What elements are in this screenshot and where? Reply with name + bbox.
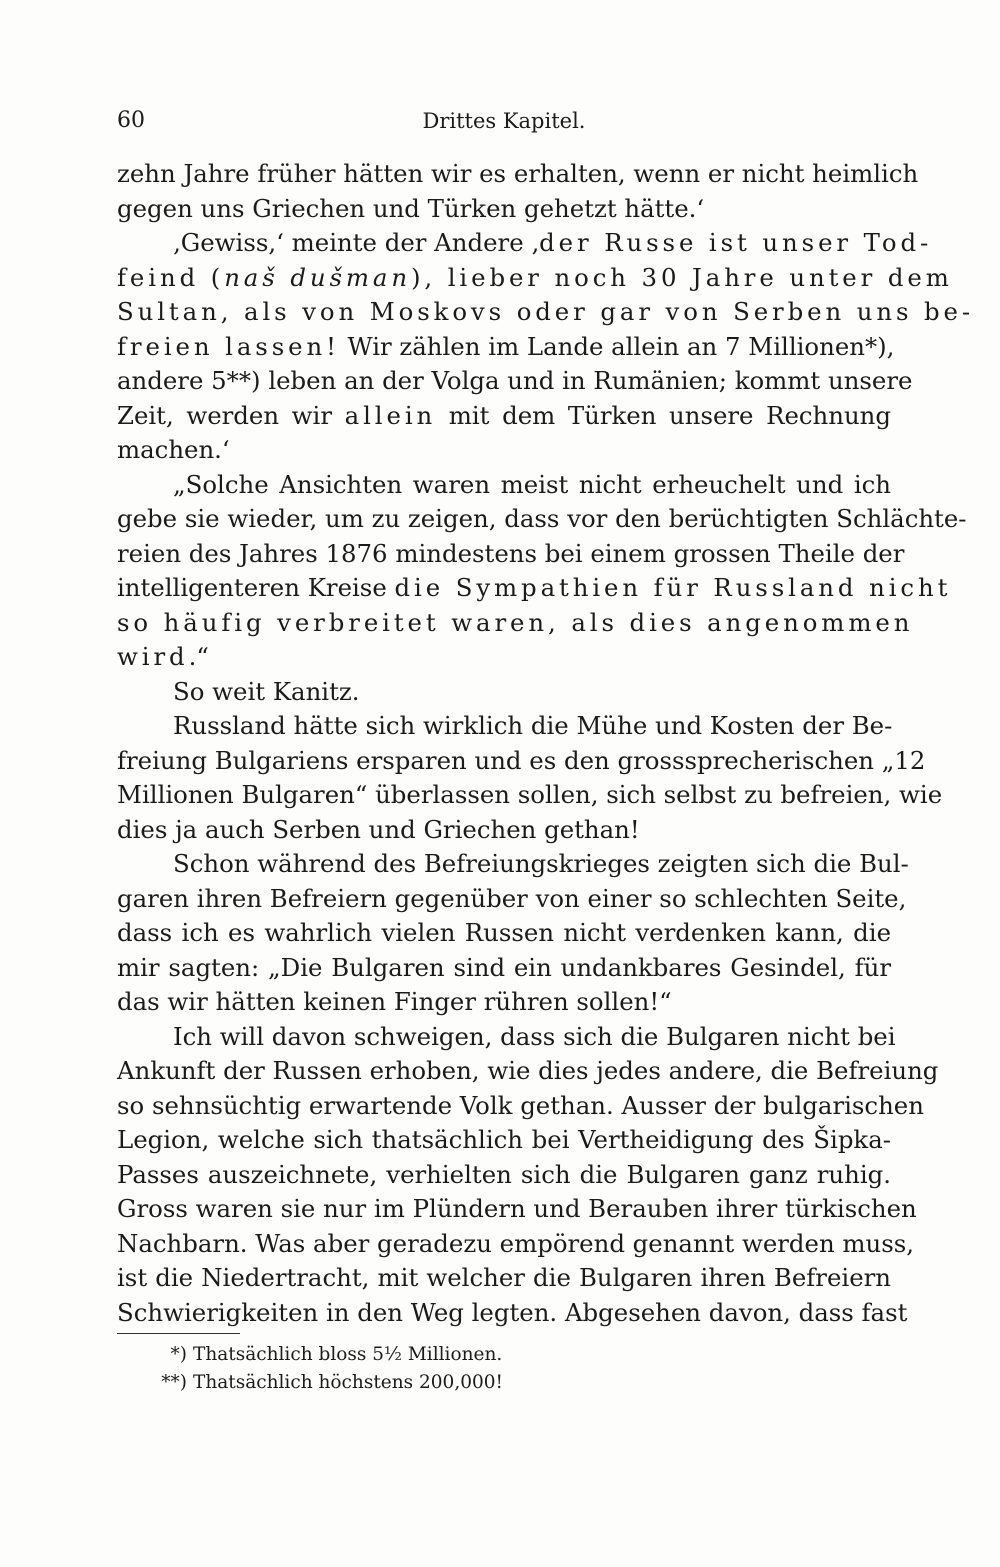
text-line: Sultan, als von Moskovs oder gar von Serben uns be- bbox=[117, 297, 975, 326]
footnote-mark: *) bbox=[170, 1344, 187, 1365]
text-line: gebe sie wieder, um zu zeigen, dass vor den berüchtigten Schlächte- bbox=[117, 504, 967, 533]
text-run: .“ bbox=[188, 642, 209, 671]
text-line: Russland hätte sich wirklich die Mühe und Kosten der Be- bbox=[173, 711, 893, 740]
paragraph-4 bbox=[117, 675, 891, 710]
text-line: reien des Jahres 1876 mindestens bei einem grossen Theile der bbox=[117, 538, 905, 568]
text-line: so sehnsüchtig erwartende Volk gethan. Ausser der bulgarischen bbox=[117, 1090, 924, 1120]
text-line: Ich will davon schweigen, dass sich die Bulgaren nicht bei bbox=[173, 1021, 896, 1051]
footnote-1 bbox=[117, 1341, 891, 1369]
paragraph-1 bbox=[117, 157, 919, 226]
paragraph-6 bbox=[117, 847, 909, 1020]
spaced-text: wird bbox=[117, 642, 189, 671]
paragraph-7 bbox=[117, 1020, 939, 1331]
spaced-text: allein bbox=[344, 400, 437, 430]
text-line bbox=[117, 330, 895, 365]
text-line: andere 5**) leben an der Volga und in Rumänien; kommt unsere bbox=[117, 366, 913, 395]
text-line: freiung Bulgariens ersparen und es den grosssprecherischen „12 bbox=[117, 745, 926, 775]
footnote-mark: **) bbox=[161, 1372, 187, 1393]
footnotes bbox=[117, 1341, 891, 1397]
text-run: Wir zählen im Lande allein an 7 Millionen*), bbox=[339, 331, 895, 361]
text-line: Millionen Bulgaren“ überlassen sollen, sich selbst zu befreien, wie bbox=[117, 780, 943, 809]
spaced-text: freien lassen! bbox=[117, 331, 340, 361]
text-line bbox=[117, 640, 891, 675]
paragraph-3 bbox=[117, 468, 967, 675]
text-run: ), lieber noch 30 Jahre unter dem bbox=[410, 262, 953, 292]
text-line: so häufig verbreitet waren, als dies angenommen bbox=[117, 607, 914, 637]
paragraph-5 bbox=[117, 709, 943, 847]
text-run: feind ( bbox=[117, 262, 225, 292]
running-title: Drittes Kapitel. bbox=[422, 109, 586, 133]
footnote-text: Thatsächlich höchstens 200,000! bbox=[193, 1372, 503, 1393]
text-line: das wir hätten keinen Finger rühren sollen!“ bbox=[117, 987, 672, 1016]
text-line: machen.‘ bbox=[117, 435, 230, 464]
italic-text: naš dušman bbox=[224, 262, 411, 292]
paragraph-2 bbox=[117, 226, 975, 468]
text-line: zehn Jahre früher hätten wir es erhalten, wenn er nicht heimlich bbox=[117, 159, 919, 188]
spaced-text: die Sympathien für Russland nicht bbox=[394, 573, 952, 602]
text-run: ‚Gewiss,‘ meinte der Andere ‚ bbox=[173, 228, 540, 257]
text-line: So weit Kanitz. bbox=[173, 676, 360, 706]
text-line: mir sagten: „Die Bulgaren sind ein undankbares Gesindel, für bbox=[117, 952, 891, 982]
text-line: „Solche Ansichten waren meist nicht erheuchelt und ich bbox=[173, 469, 891, 499]
text-line bbox=[117, 571, 952, 606]
text-run: mit dem Türken unsere Rechnung bbox=[436, 400, 891, 430]
text-run: intelligenteren Kreise bbox=[117, 573, 395, 602]
footnote-text: Thatsächlich bloss 5½ Millionen. bbox=[193, 1344, 503, 1365]
text-line: Passes auszeichnete, verhielten sich die Bulgaren ganz ruhig. bbox=[117, 1159, 891, 1189]
footnote-2 bbox=[117, 1369, 891, 1397]
text-line bbox=[117, 261, 953, 296]
text-line bbox=[117, 399, 891, 434]
text-line: Gross waren sie nur im Plündern und Berauben ihrer türkischen bbox=[117, 1194, 917, 1223]
text-line: ist die Niedertracht, mit welcher die Bulgaren ihren Befreiern bbox=[117, 1263, 891, 1292]
text-line: Nachbarn. Was aber geradezu empörend genannt werden muss, bbox=[117, 1228, 915, 1258]
text-line: Schon während des Befreiungskrieges zeigten sich die Bul- bbox=[173, 849, 909, 878]
text-line: Schwierigkeiten in den Weg legten. Abgesehen davon, dass fast bbox=[117, 1297, 908, 1327]
text-line: gegen uns Griechen und Türken gehetzt hätte.‘ bbox=[117, 193, 705, 223]
text-line: Ankunft der Russen erhoben, wie dies jedes andere, die Befreiung bbox=[117, 1056, 939, 1085]
page-header bbox=[117, 104, 891, 138]
text-line: dies ja auch Serben und Griechen gethan! bbox=[117, 814, 640, 844]
text-line: dass ich es wahrlich vielen Russen nicht verdenken kann, die bbox=[117, 918, 891, 947]
page-number: 60 bbox=[117, 108, 145, 133]
text-line: Legion, welche sich thatsächlich bei Vertheidigung des Šipka- bbox=[117, 1125, 891, 1154]
spaced-text: der Russe ist unser Tod- bbox=[539, 228, 933, 257]
text-line: garen ihren Befreiern gegenüber von einer so schlechten Seite, bbox=[117, 883, 907, 913]
body-text bbox=[117, 157, 975, 1330]
text-run: Zeit, werden wir bbox=[117, 400, 345, 430]
text-line bbox=[117, 226, 933, 261]
footnote-divider bbox=[117, 1333, 240, 1334]
